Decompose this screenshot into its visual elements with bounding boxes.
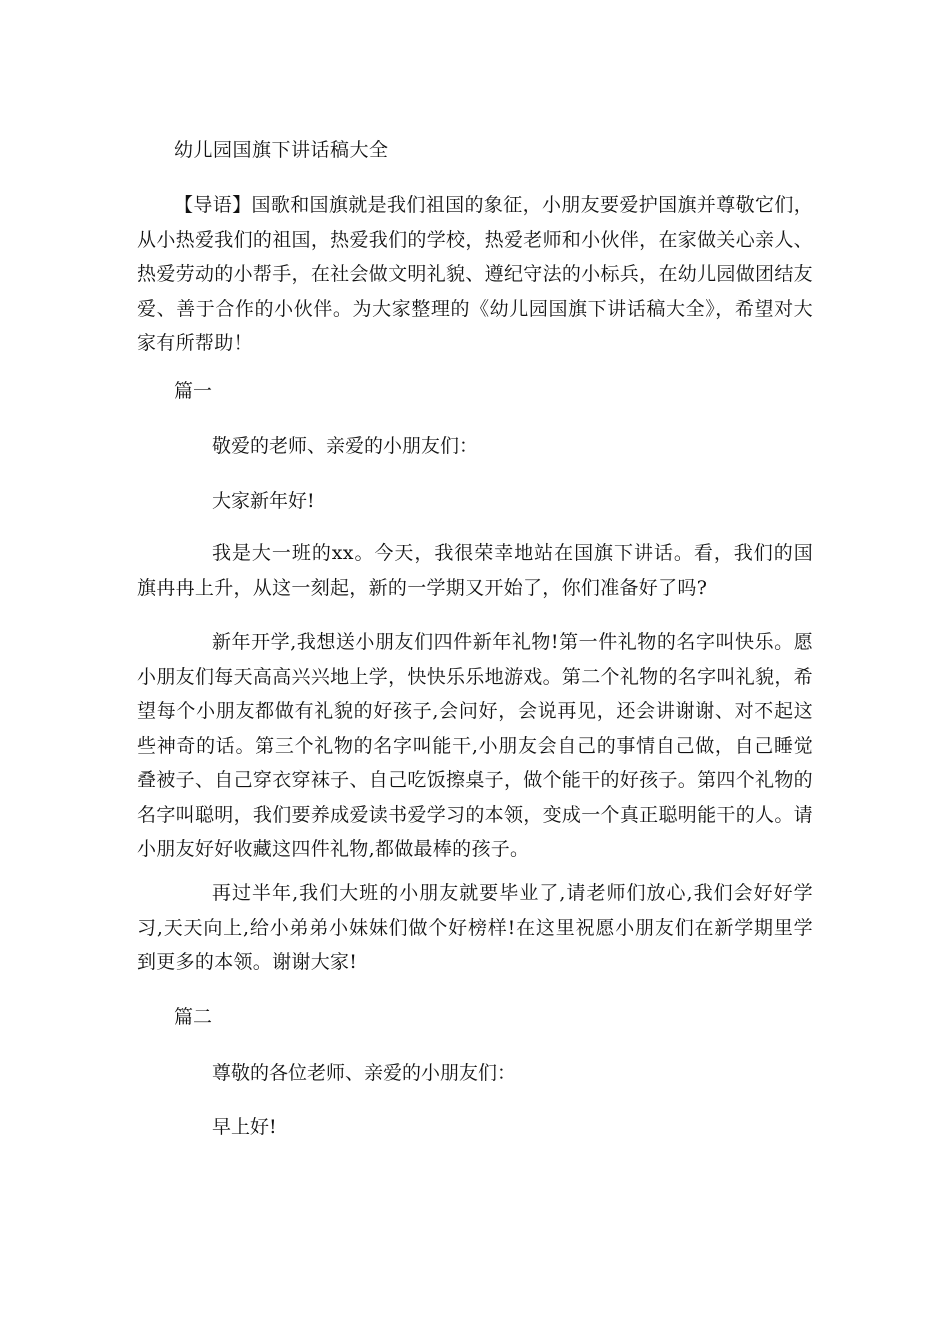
section-heading-2: 篇二 — [174, 1006, 213, 1028]
section-heading-1: 篇一 — [174, 380, 213, 402]
intro-paragraph: 【导语】国歌和国旗就是我们祖国的象征，小朋友要爱护国旗并尊敬它们，从小热爱我们的祖国，热爱我们的学校，热爱老师和小伙伴，在家做关心亲人、热爱劳动的小帮手，在社会做文明礼貌、遵纪守法的小标兵，在幼儿园做团结友爱、善于合作的小伙伴。为大家整理的《幼儿园国旗下讲话稿大全》，希望对大家有所帮助！ — [137, 194, 813, 354]
document-title: 幼儿园国旗下讲话稿大全 — [174, 139, 389, 161]
salutation-2: 尊敬的各位老师、亲爱的小朋友们： — [212, 1062, 517, 1084]
body-paragraph-1: 我是大一班的xx。今天，我很荣幸地站在国旗下讲话。看，我们的国旗冉冉上升，从这一刻起，新的一学期又开始了，你们准备好了吗? — [137, 542, 813, 599]
body-paragraph-2: 新年开学,我想送小朋友们四件新年礼物!第一件礼物的名字叫快乐。愿小朋友们每天高高兴兴地上学，快快乐乐地游戏。第二个礼物的名字叫礼貌，希望每个小朋友都做有礼貌的好孩子,会问好，会说再见，还会讲谢谢、对不起这些神奇的话。第三个礼物的名字叫能干,小朋友会自己的事情自己做，自己睡觉叠被子、自己穿衣穿袜子、自己吃饭擦桌子，做个能干的好孩子。第四个礼物的名字叫聪明，我们要养成爱读书爱学习的本领，变成一个真正聪明能干的人。请小朋友好好收藏这四件礼物,都做最棒的孩子。 — [137, 631, 813, 860]
body-paragraph-3: 再过半年,我们大班的小朋友就要毕业了,请老师们放心,我们会好好学习,天天向上,给小弟弟小妹妹们做个好榜样!在这里祝愿小朋友们在新学期里学到更多的本领。谢谢大家! — [137, 882, 813, 973]
greeting-2: 早上好! — [212, 1116, 277, 1138]
greeting-1: 大家新年好! — [212, 490, 315, 512]
salutation-1: 敬爱的老师、亲爱的小朋友们： — [212, 435, 479, 457]
